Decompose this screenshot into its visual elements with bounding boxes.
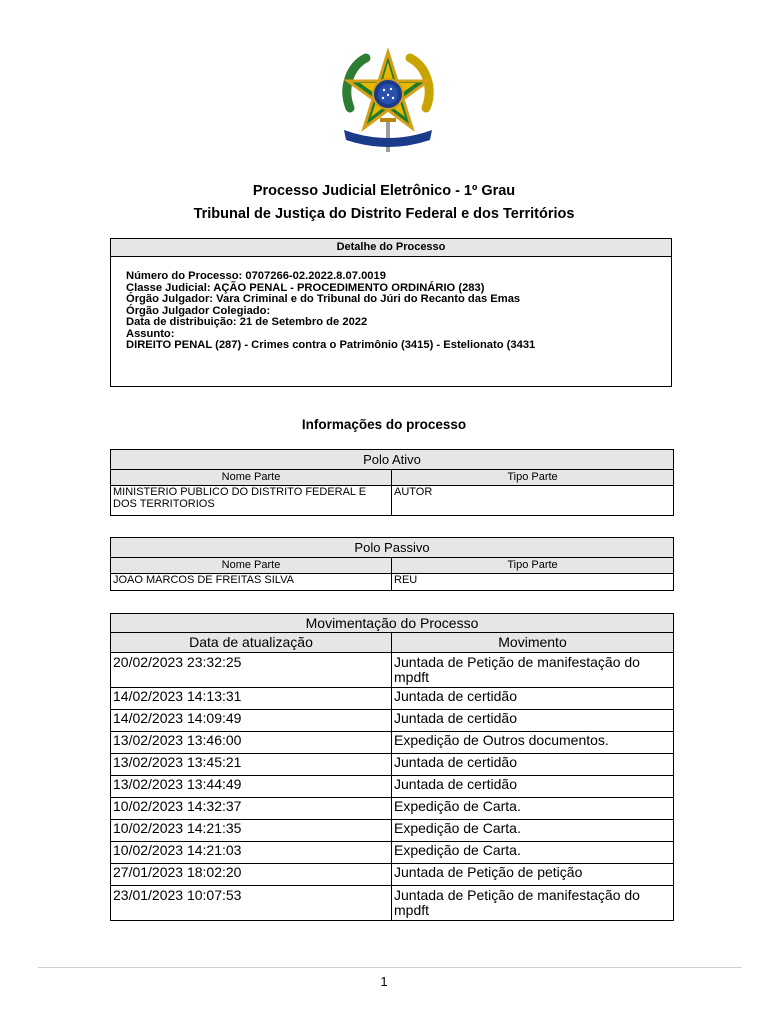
passive-party-caption: Polo Passivo: [111, 538, 674, 558]
footer-divider: [38, 967, 742, 968]
movement-text: Juntada de Petição de manifestação do mpdft: [392, 886, 674, 921]
update-date: 23/01/2023 10:07:53: [111, 886, 392, 921]
table-row: [111, 486, 674, 516]
title-line-1: Processo Judicial Eletrônico - 1º Grau: [252, 183, 516, 199]
column-header-party-name: Nome Parte: [111, 470, 392, 486]
update-date: 10/02/2023 14:21:35: [111, 820, 392, 842]
active-party-table: [110, 449, 674, 516]
party-type: REU: [392, 574, 674, 591]
table-row: [111, 842, 674, 864]
column-header-party-type: Tipo Parte: [392, 558, 674, 574]
update-date: 13/02/2023 13:46:00: [111, 732, 392, 754]
movement-text: Juntada de Petição de petição: [392, 864, 674, 886]
column-header-party-name: Nome Parte: [111, 558, 392, 574]
table-row: [111, 776, 674, 798]
movement-text: Juntada de certidão: [392, 754, 674, 776]
table-row: [111, 886, 674, 921]
movement-text: Juntada de certidão: [392, 688, 674, 710]
movement-text: Expedição de Carta.: [392, 798, 674, 820]
column-header-movement: Movimento: [392, 633, 674, 653]
table-row: [111, 798, 674, 820]
process-number: Número do Processo: 0707266-02.2022.8.07.0019: [126, 270, 386, 282]
table-row: [111, 688, 674, 710]
table-row: [111, 710, 674, 732]
process-detail-heading: Detalhe do Processo: [111, 239, 671, 257]
judicial-class: Classe Judicial: AÇÃO PENAL - PROCEDIMENTO ORDINÁRIO (283): [126, 281, 485, 294]
update-date: 20/02/2023 23:32:25: [111, 653, 392, 688]
column-header-update-date: Data de atualização: [111, 633, 392, 653]
movement-text: Juntada de certidão: [392, 776, 674, 798]
distribution-date: Data de distribuição: 21 de Setembro de 2022: [126, 316, 368, 328]
subject-value: DIREITO PENAL (287) - Crimes contra o Patrimônio (3415) - Estelionato (3431: [126, 339, 536, 351]
passive-party-table: [110, 537, 674, 591]
party-name: MINISTERIO PUBLICO DO DISTRITO FEDERAL E DOS TERRITORIOS: [111, 486, 392, 516]
process-info-heading: Informações do processo: [301, 417, 467, 432]
movements-table: [110, 613, 674, 921]
page-number: 1: [380, 974, 388, 989]
movement-text: Juntada de certidão: [392, 710, 674, 732]
column-header-party-type: Tipo Parte: [392, 470, 674, 486]
table-row: [111, 754, 674, 776]
table-row: [111, 864, 674, 886]
movements-caption: Movimentação do Processo: [111, 614, 674, 633]
party-name: JOAO MARCOS DE FREITAS SILVA: [111, 574, 392, 591]
update-date: 10/02/2023 14:21:03: [111, 842, 392, 864]
process-detail-box: [110, 238, 672, 387]
update-date: 27/01/2023 18:02:20: [111, 864, 392, 886]
table-row: [111, 820, 674, 842]
judging-body: Órgão Julgador: Vara Criminal e do Tribunal do Júri do Recanto das Emas: [126, 293, 521, 305]
movement-text: Juntada de Petição de manifestação do mpdft: [392, 653, 674, 688]
update-date: 13/02/2023 13:44:49: [111, 776, 392, 798]
subject-label: Assunto:: [126, 327, 175, 340]
title-line-2: Tribunal de Justiça do Distrito Federal e dos Territórios: [193, 206, 575, 222]
update-date: 10/02/2023 14:32:37: [111, 798, 392, 820]
movement-text: Expedição de Outros documentos.: [392, 732, 674, 754]
table-row: [111, 732, 674, 754]
process-detail-body: [111, 257, 671, 352]
coat-of-arms-emblem: [336, 48, 440, 156]
movement-text: Expedição de Carta.: [392, 820, 674, 842]
update-date: 14/02/2023 14:13:31: [111, 688, 392, 710]
update-date: 13/02/2023 13:45:21: [111, 754, 392, 776]
table-row: [111, 653, 674, 688]
active-party-caption: Polo Ativo: [111, 450, 674, 470]
collegiate-body: Órgão Julgador Colegiado:: [126, 304, 271, 317]
update-date: 14/02/2023 14:09:49: [111, 710, 392, 732]
movement-text: Expedição de Carta.: [392, 842, 674, 864]
party-type: AUTOR: [392, 486, 674, 516]
table-row: [111, 574, 674, 591]
